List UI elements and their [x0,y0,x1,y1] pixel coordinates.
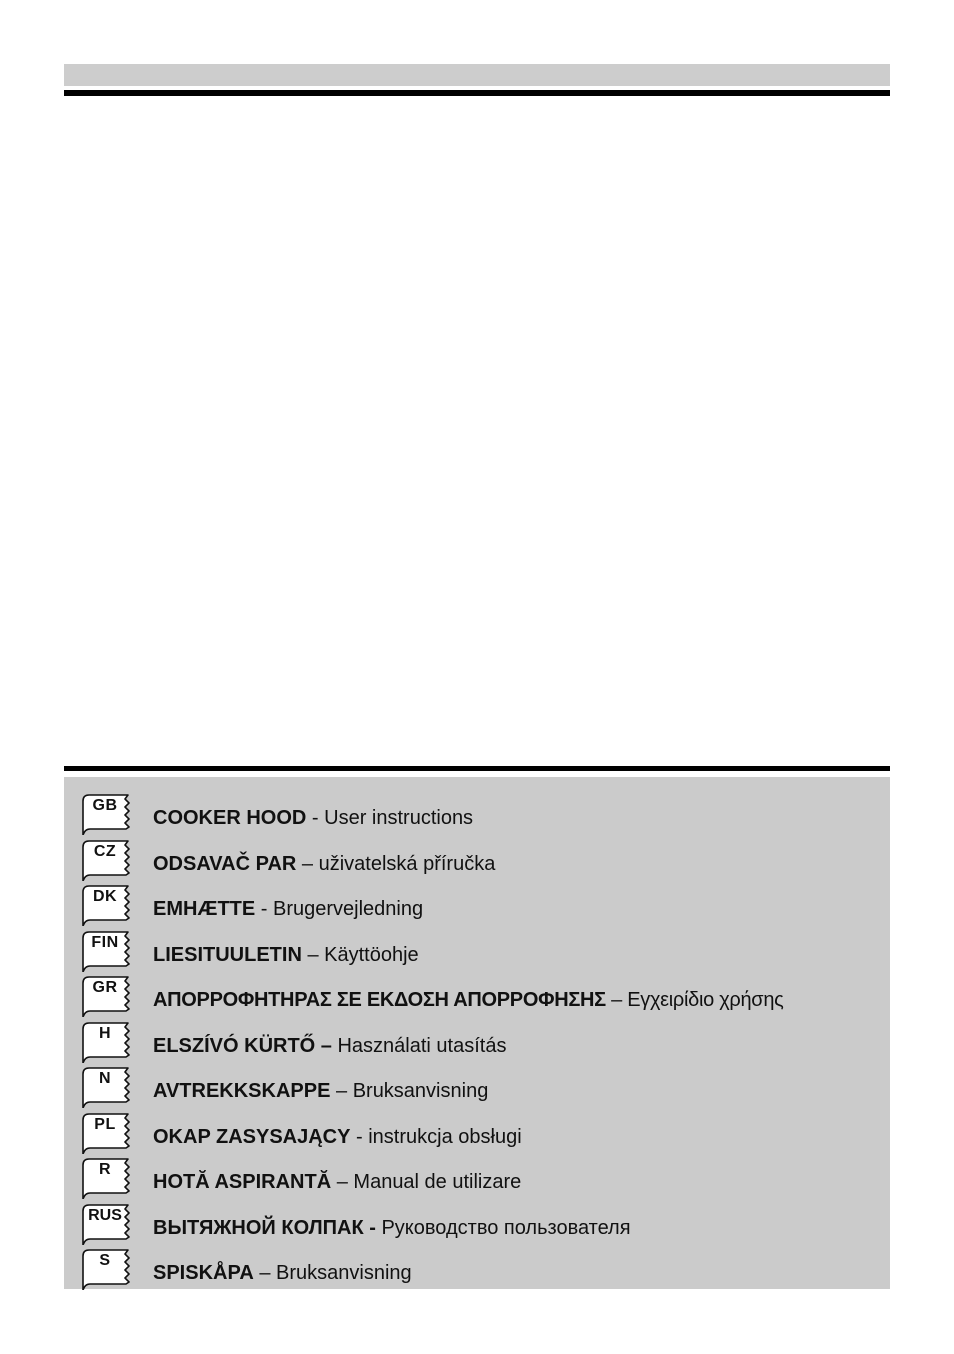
language-code: GR [92,979,118,996]
header-rule [64,90,890,96]
language-code: PL [94,1116,116,1133]
product-name: OKAP ZASYSAJĄCY [153,1126,351,1148]
manual-name: Руководство пользователя [381,1217,631,1239]
language-tab-icon [82,837,136,881]
manual-name: Használati utasítás [337,1035,507,1057]
language-tab-icon [82,882,136,926]
manual-name: Bruksanvisning [352,1080,489,1102]
language-title-line [153,1217,631,1239]
separator: - [306,807,325,829]
separator: – [296,853,319,875]
language-tab-icon [82,1110,136,1154]
language-list [64,777,890,1289]
language-tab-icon [82,1201,136,1245]
language-title-line [153,1126,522,1148]
product-name: LIESITUULETIN [153,944,302,966]
product-name: ΑΠΟΡΡΟΦΗΤΗΡΑΣ ΣΕ ΕΚΔΟΣΗ ΑΠΟΡΡΟΦΗΣΗΣ [153,989,606,1011]
language-row-s [82,1246,412,1292]
separator: – [605,989,628,1011]
language-title-line [153,1080,488,1102]
language-code: GB [92,797,118,814]
language-row-n [82,1064,488,1110]
language-code: RUS [88,1207,122,1224]
language-tab-icon [82,928,136,972]
separator: - [255,898,273,920]
separator: - [350,1126,369,1148]
manual-name: Käyttöohje [324,944,419,966]
manual-name: Manual de utilizare [353,1171,522,1193]
manual-name: Εγχειρίδιο χρήσης [627,989,784,1011]
language-title-line [153,1262,412,1284]
language-title-line [153,898,423,920]
language-row-pl [82,1110,522,1156]
product-name: ODSAVAČ PAR [153,853,297,875]
manual-name: uživatelská příručka [318,853,496,875]
language-row-rus [82,1201,631,1247]
language-tab-icon [82,1019,136,1063]
language-row-gr [82,973,784,1019]
language-code: CZ [93,843,117,860]
language-tab-icon [82,973,136,1017]
language-title-line [153,1035,506,1057]
header-band [64,64,890,86]
language-section-rule [64,766,890,771]
language-code: S [99,1252,111,1269]
language-title-line [153,989,784,1011]
language-code: H [98,1025,112,1042]
language-title-line [153,807,473,829]
product-name: ELSZÍVÓ KÜRTŐ – [153,1035,332,1057]
language-code: N [98,1070,112,1087]
language-title-line [153,853,495,875]
separator: – [301,944,325,966]
language-code: R [98,1161,112,1178]
product-name: EMHÆTTE [153,898,256,920]
separator: – [330,1080,353,1102]
product-name: ВЫТЯЖНОЙ КОЛПАК - [153,1217,376,1239]
language-row-r [82,1155,521,1201]
manual-name: Bruksanvisning [276,1262,412,1284]
product-name: HOTĂ ASPIRANTĂ [153,1171,332,1193]
language-title-line [153,1171,521,1193]
language-title-line [153,944,419,966]
product-name: AVTREKKSKAPPE [153,1080,331,1102]
product-name: COOKER HOOD [153,807,307,829]
language-row-fin [82,928,419,974]
manual-name: Brugervejledning [273,898,424,920]
language-tab-icon [82,1246,136,1290]
language-row-gb [82,791,473,837]
separator: – [253,1262,277,1284]
language-row-cz [82,837,495,883]
language-code: FIN [91,934,119,951]
language-row-h [82,1019,506,1065]
manual-name: User instructions [324,807,474,829]
language-tab-icon [82,791,136,835]
language-code: DK [92,888,118,905]
separator: – [331,1171,354,1193]
language-tab-icon [82,1155,136,1199]
manual-name: instrukcja obsługi [368,1126,522,1148]
language-row-dk [82,882,423,928]
product-name: SPISKÅPA [153,1262,254,1284]
language-tab-icon [82,1064,136,1108]
